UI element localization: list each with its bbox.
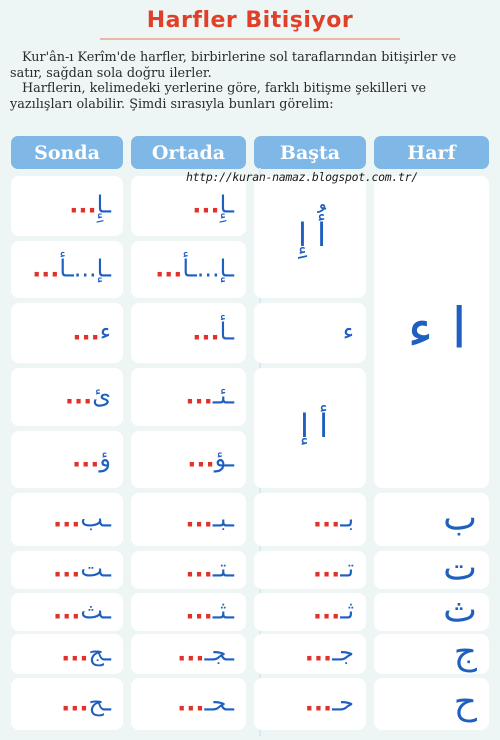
glyph-sonda-row-4 — [65, 382, 111, 410]
glyph-ortada-row-6-letter: ـبـ — [212, 504, 234, 533]
glyph-sonda-row-1 — [69, 191, 111, 219]
glyph-harf-row-7 — [443, 547, 477, 588]
connector-dots: ... — [187, 444, 215, 473]
connector-dots: ... — [64, 381, 93, 410]
glyph-sonda-row-7-letter: ـت — [80, 554, 111, 583]
glyph-ortada-row-3-letter: ـأ — [219, 317, 234, 346]
cell-ortada-row-6 — [131, 493, 246, 546]
connector-dots: ... — [304, 688, 333, 717]
glyph-harf-row-9-letter: ج — [453, 631, 477, 673]
cell-basta-row-6 — [254, 493, 366, 546]
cell-basta-row-10 — [254, 678, 366, 730]
glyph-basta-merged-1-letter: أُ إِ — [298, 216, 326, 255]
header-harf: Harf — [374, 136, 489, 169]
glyph-basta-row-3 — [343, 318, 354, 346]
intro-paragraph-1: Kur'ân-ı Kerîm'de harfler, birbirlerine sol taraflarından bitişirler ve satır, sağdan sola doğru ilerler. — [10, 50, 457, 81]
cell-basta-merged-2 — [254, 368, 366, 488]
glyph-basta-row-9-letter: جـ — [332, 638, 354, 667]
glyph-sonda-row-4-letter: ئ — [92, 381, 111, 410]
connector-dots: ... — [185, 596, 213, 625]
cell-basta-row-9 — [254, 634, 366, 674]
title-underline — [100, 38, 400, 40]
glyph-harf-row-7-letter: ت — [443, 547, 477, 589]
glyph-sonda-row-5-letter: ؤ — [99, 444, 111, 473]
connector-dots: ... — [53, 554, 81, 583]
glyph-sonda-row-9 — [61, 639, 111, 667]
cell-harf-row-7 — [374, 547, 489, 589]
cell-ortada-row-10 — [131, 678, 246, 730]
glyph-ortada-row-5-letter: ـؤ — [214, 444, 234, 473]
header-ortada: Ortada — [131, 136, 246, 169]
glyph-basta-row-10-letter: حـ — [332, 688, 354, 717]
cell-sonda-row-2 — [11, 241, 123, 298]
connector-dots: ... — [185, 554, 213, 583]
cell-sonda-row-1 — [11, 176, 123, 236]
cell-ortada-row-3 — [131, 303, 246, 363]
glyph-ortada-row-10 — [177, 689, 234, 717]
glyph-harf-merged-letter: ا ء — [407, 296, 467, 362]
cell-sonda-row-8 — [11, 593, 123, 631]
cell-sonda-row-7 — [11, 551, 123, 589]
glyph-ortada-row-8 — [185, 597, 234, 625]
intro-paragraph-2: Harflerin, kelimedeki yerlerine göre, farklı bitişme şekilleri ve yazılışları olabilir. Şimdi sırasıyla bunları görelim: — [10, 81, 427, 112]
glyph-ortada-row-7 — [185, 555, 234, 583]
glyph-harf-row-9 — [454, 631, 477, 672]
cell-harf-row-8 — [374, 589, 489, 631]
glyph-ortada-row-1-letter: ـإِ — [219, 190, 234, 219]
glyph-basta-row-3-letter: ء — [342, 317, 354, 346]
cell-sonda-row-4 — [11, 368, 123, 426]
glyph-ortada-row-2 — [155, 254, 234, 282]
connector-dots: ... — [32, 254, 60, 283]
cell-basta-row-3 — [254, 303, 366, 363]
glyph-sonda-row-1-letter: ـإِ — [96, 190, 111, 219]
cell-ortada-row-8 — [131, 593, 246, 631]
glyph-sonda-row-8 — [53, 597, 111, 625]
header-sonda: Sonda — [11, 136, 123, 169]
connector-dots: ... — [72, 444, 100, 473]
connector-dots: ... — [155, 254, 183, 283]
cell-ortada-row-7 — [131, 551, 246, 589]
cell-harf-row-9 — [374, 631, 489, 674]
cell-basta-row-7 — [254, 551, 366, 589]
glyph-ortada-row-7-letter: ـتـ — [212, 554, 234, 583]
connector-dots: ... — [192, 190, 220, 219]
glyph-basta-row-7-letter: تـ — [340, 554, 354, 583]
watermark-url: http://kuran-namaz.blogspot.com.tr/ — [186, 170, 418, 184]
connector-dots: ... — [192, 317, 220, 346]
cell-harf-row-6 — [374, 493, 489, 546]
cell-basta-merged-1 — [254, 176, 366, 298]
glyph-sonda-row-3-letter: ء — [99, 317, 111, 346]
cell-ortada-row-1 — [131, 176, 246, 236]
glyph-harf-row-6-letter: ب — [443, 496, 477, 538]
glyph-ortada-row-1 — [192, 191, 234, 219]
glyph-ortada-row-4 — [185, 382, 234, 410]
glyph-basta-row-6-letter: بـ — [340, 504, 354, 533]
connector-dots: ... — [61, 638, 89, 667]
cell-ortada-row-4 — [131, 368, 246, 426]
page-title: Harfler Bitişiyor — [146, 8, 354, 33]
glyph-basta-merged-1 — [298, 216, 326, 254]
cell-sonda-row-3 — [11, 303, 123, 363]
glyph-basta-row-9 — [305, 639, 354, 667]
cell-ortada-row-2 — [131, 241, 246, 298]
glyph-ortada-row-5 — [187, 444, 234, 472]
cell-sonda-row-5 — [11, 431, 123, 488]
glyph-harf-row-10-letter: ح — [453, 681, 477, 723]
glyph-harf-row-10 — [454, 681, 477, 722]
glyph-sonda-row-5 — [72, 444, 111, 472]
glyph-harf-merged — [407, 296, 467, 361]
connector-dots: ... — [177, 638, 205, 667]
glyph-harf-row-6 — [443, 497, 477, 538]
connector-dots: ... — [53, 596, 81, 625]
connector-dots: ... — [61, 688, 89, 717]
connector-dots: ... — [69, 190, 97, 219]
intro-text — [10, 50, 492, 112]
header-basta: Başta — [254, 136, 366, 169]
connector-dots: ... — [53, 504, 81, 533]
connector-dots: ... — [177, 688, 205, 717]
connector-dots: ... — [185, 381, 213, 410]
glyph-basta-row-8 — [313, 597, 354, 625]
glyph-basta-row-7 — [313, 555, 354, 583]
connector-dots: ... — [312, 554, 341, 583]
cell-basta-row-8 — [254, 593, 366, 631]
glyph-ortada-row-4-letter: ـئـ — [212, 381, 234, 410]
glyph-sonda-row-6 — [53, 504, 111, 532]
glyph-ortada-row-10-letter: ـحـ — [204, 688, 234, 717]
glyph-sonda-row-8-letter: ـث — [80, 596, 111, 625]
glyph-sonda-row-2 — [32, 254, 111, 282]
glyph-sonda-row-7 — [53, 555, 111, 583]
glyph-sonda-row-10-letter: ـح — [88, 688, 111, 717]
glyph-ortada-row-9 — [177, 639, 234, 667]
glyph-basta-row-10 — [305, 689, 354, 717]
cell-sonda-row-10 — [11, 678, 123, 730]
cell-harf-row-10 — [374, 678, 489, 730]
connector-dots: ... — [72, 317, 100, 346]
cell-harf-merged — [374, 176, 489, 488]
glyph-ortada-row-6 — [185, 504, 234, 532]
cell-ortada-row-9 — [131, 634, 246, 674]
cell-ortada-row-5 — [131, 431, 246, 488]
glyph-ortada-row-8-letter: ـثـ — [212, 596, 234, 625]
glyph-harf-row-8 — [443, 589, 477, 630]
cell-sonda-row-9 — [11, 634, 123, 674]
connector-dots: ... — [185, 504, 213, 533]
glyph-sonda-row-6-letter: ـب — [80, 504, 111, 533]
glyph-harf-row-8-letter: ث — [443, 589, 477, 631]
glyph-sonda-row-10 — [61, 689, 111, 717]
glyph-basta-row-6 — [313, 504, 354, 532]
glyph-sonda-row-2-letter: ـإ...ـأ — [59, 254, 111, 283]
glyph-sonda-row-3 — [72, 318, 111, 346]
glyph-basta-merged-2 — [300, 407, 328, 445]
glyph-ortada-row-2-letter: ـإ...ـأ — [182, 254, 234, 283]
connector-dots: ... — [304, 638, 333, 667]
glyph-basta-merged-2-letter: أ إ — [300, 407, 328, 446]
glyph-basta-row-8-letter: ثـ — [340, 596, 354, 625]
cell-sonda-row-6 — [11, 493, 123, 546]
glyph-sonda-row-9-letter: ـج — [88, 638, 111, 667]
glyph-ortada-row-9-letter: ـجـ — [204, 638, 234, 667]
connector-dots: ... — [312, 504, 341, 533]
glyph-ortada-row-3 — [192, 318, 234, 346]
connector-dots: ... — [312, 596, 341, 625]
